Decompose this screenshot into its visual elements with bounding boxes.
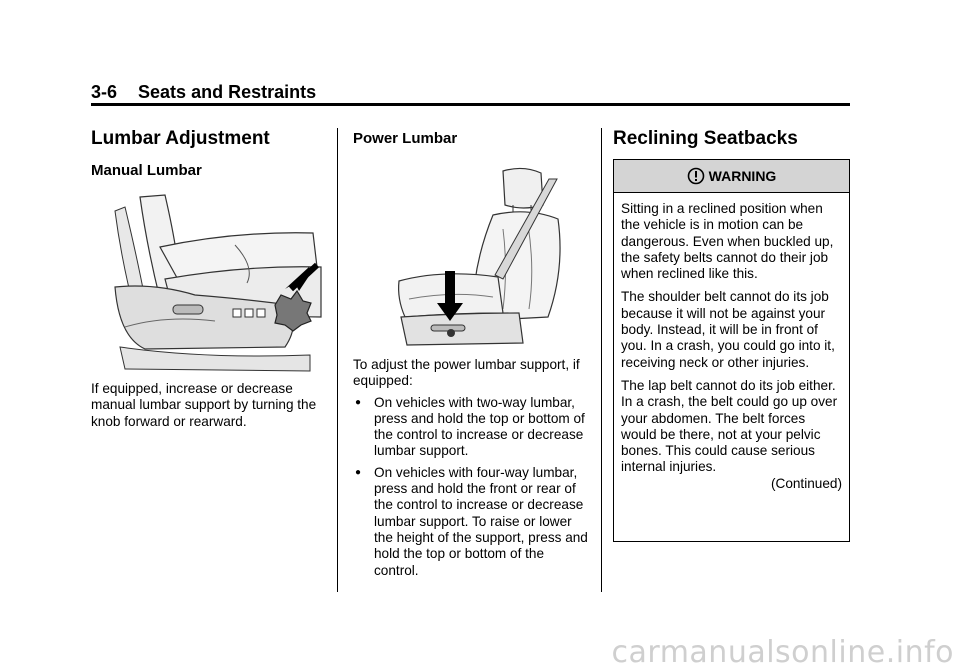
power-lumbar-seat-illustration <box>353 149 588 349</box>
warning-label: WARNING <box>708 168 777 184</box>
lumbar-adjustment-heading: Lumbar Adjustment <box>91 128 270 149</box>
warning-body <box>614 193 849 491</box>
column-manual-lumbar <box>91 128 317 430</box>
bullet-icon: ● <box>355 466 362 478</box>
reclining-seatbacks-heading: Reclining Seatbacks <box>613 128 798 149</box>
warning-paragraph: Sitting in a reclined position when the vehicle is in motion can be dangerous. Even when buckled up, the safety belts cannot do their job when reclined like this. <box>621 201 834 282</box>
bullet-four-way <box>353 465 588 579</box>
warning-paragraph: The shoulder belt cannot do its job because it will not be against your body. Instead, it will be in front of you. In a crash, you could go into it, receiving neck or other injuries. <box>621 289 835 370</box>
manual-lumbar-text: If equipped, increase or decrease manual lumbar support by turning the knob forward or rearward. <box>91 381 317 429</box>
warning-triangle-icon <box>687 167 705 185</box>
header-rule <box>91 103 850 106</box>
column-divider-1 <box>337 128 338 592</box>
power-lumbar-intro: To adjust the power lumbar support, if equipped: <box>353 357 580 389</box>
column-divider-2 <box>601 128 602 592</box>
page-header <box>91 82 316 103</box>
warning-paragraph: The lap belt cannot do its job either. In a crash, the belt could go up over your abdomen. The belt forces would be there, not at your pelvic bones. This could cause serious internal injuries. <box>621 377 838 475</box>
column-reclining <box>613 128 850 162</box>
column-power-lumbar <box>353 130 588 579</box>
bullet-two-way <box>353 395 588 460</box>
warning-header <box>614 160 849 193</box>
page-number: 3-6 <box>91 82 118 102</box>
bullet-text: On vehicles with two-way lumbar, press and hold the top or bottom of the control to increase or decrease lumbar support. <box>374 394 585 459</box>
watermark: carmanualsonline.info <box>611 635 954 670</box>
warning-box <box>613 159 850 542</box>
continued-label: (Continued) <box>770 475 842 491</box>
power-lumbar-subheading: Power Lumbar <box>353 130 458 147</box>
bullet-icon: ● <box>355 396 362 408</box>
section-title: Seats and Restraints <box>138 82 317 102</box>
manual-lumbar-seat-illustration <box>85 187 325 377</box>
manual-lumbar-subheading: Manual Lumbar <box>91 162 202 179</box>
bullet-text: On vehicles with four-way lumbar, press and hold the front or rear of the control to increase or decrease lumbar support. To raise or lower the height of the support, press and hold the top or bottom of the control. <box>374 464 588 578</box>
